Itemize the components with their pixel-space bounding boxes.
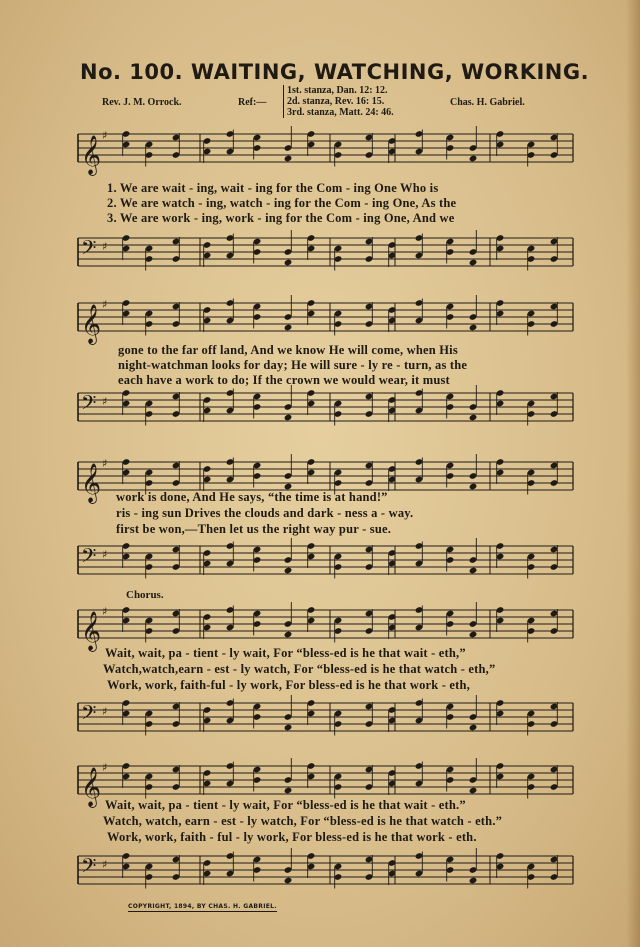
treble-staff	[0, 295, 640, 345]
lyric-line: first be won,—Then let us the right way pur - sue.	[116, 522, 392, 536]
bass-clef-icon: 𝄢	[81, 701, 97, 729]
sharp-icon: ♯	[102, 761, 108, 774]
treble-staff	[0, 126, 640, 176]
sharp-icon: ♯	[102, 240, 108, 253]
treble-clef-icon: 𝄞	[81, 611, 102, 651]
bass-staff	[0, 385, 640, 435]
treble-clef-icon: 𝄞	[81, 135, 102, 175]
ref-item: 1st. stanza, Dan. 12: 12.	[287, 85, 388, 96]
lyric-line: 2. We are watch - ing, watch - ing for the Com - ing One, As the	[107, 196, 457, 210]
treble-clef-icon: 𝄞	[81, 463, 102, 503]
lyric-line: each have a work to do; If the crown we would wear, it must	[118, 373, 450, 387]
bass-clef-icon: 𝄢	[81, 544, 97, 572]
sharp-icon: ♯	[102, 605, 108, 618]
ref-item: 2d. stanza, Rev. 16: 15.	[287, 96, 385, 107]
bass-clef-icon: 𝄢	[81, 854, 97, 882]
bass-staff	[0, 848, 640, 898]
lyric-line: ris - ing sun Drives the clouds and dark - ness a - way.	[116, 506, 414, 520]
author-credit: Rev. J. M. Orrock.	[102, 97, 182, 108]
sharp-icon: ♯	[102, 298, 108, 311]
lyric-line: Watch, watch, earn - est - ly watch, For “bless-ed is he that watch - eth.”	[103, 814, 503, 828]
bass-clef-icon: 𝄢	[81, 391, 97, 419]
lyric-line: Wait, wait, pa - tient - ly wait, For “bless-ed is he that wait - eth.”	[105, 798, 466, 812]
lyric-line: Watch,watch,earn - est - ly watch, For “bless-ed is he that watch - eth,”	[103, 662, 496, 676]
sharp-icon: ♯	[102, 858, 108, 871]
bass-staff	[0, 695, 640, 745]
sharp-icon: ♯	[102, 705, 108, 718]
bass-staff	[0, 230, 640, 280]
treble-clef-icon: 𝄞	[81, 304, 102, 344]
bass-clef-icon: 𝄢	[81, 236, 97, 264]
lyric-line: work is done, And He says, “the time is at hand!”	[116, 490, 388, 504]
treble-staff	[0, 602, 640, 652]
sharp-icon: ♯	[102, 129, 108, 142]
ref-item: 3rd. stanza, Matt. 24: 46.	[287, 107, 394, 118]
ref-label: Ref:—	[238, 97, 267, 108]
lyric-line: Work, work, faith-ful - ly work, For bless-ed is he that work - eth,	[107, 678, 471, 692]
lyric-line: 3. We are work - ing, work - ing for the Com - ing One, And we	[107, 211, 455, 225]
composer-credit: Chas. H. Gabriel.	[450, 97, 525, 108]
copyright-notice: COPYRIGHT, 1894, BY CHAS. H. GABRIEL.	[128, 903, 277, 910]
ref-list	[283, 85, 437, 118]
sharp-icon: ♯	[102, 457, 108, 470]
bass-staff	[0, 538, 640, 588]
hymn-title: No. 100. WAITING, WATCHING, WORKING.	[80, 60, 590, 84]
lyric-line: night-watchman looks for day; He will sure - ly re - turn, as the	[118, 358, 468, 372]
lyric-line: Wait, wait, pa - tient - ly wait, For “bless-ed is he that wait - eth,”	[105, 646, 466, 660]
treble-clef-icon: 𝄞	[81, 767, 102, 807]
lyric-line: 1. We are wait - ing, wait - ing for the Com - ing One Who is	[107, 181, 439, 195]
sharp-icon: ♯	[102, 548, 108, 561]
lyric-line: gone to the far off land, And we know He will come, when His	[118, 343, 458, 357]
chorus-label: Chorus.	[126, 589, 164, 601]
sharp-icon: ♯	[102, 395, 108, 408]
lyric-line: Work, work, faith - ful - ly work, For bless-ed is he that work - eth.	[107, 830, 477, 844]
